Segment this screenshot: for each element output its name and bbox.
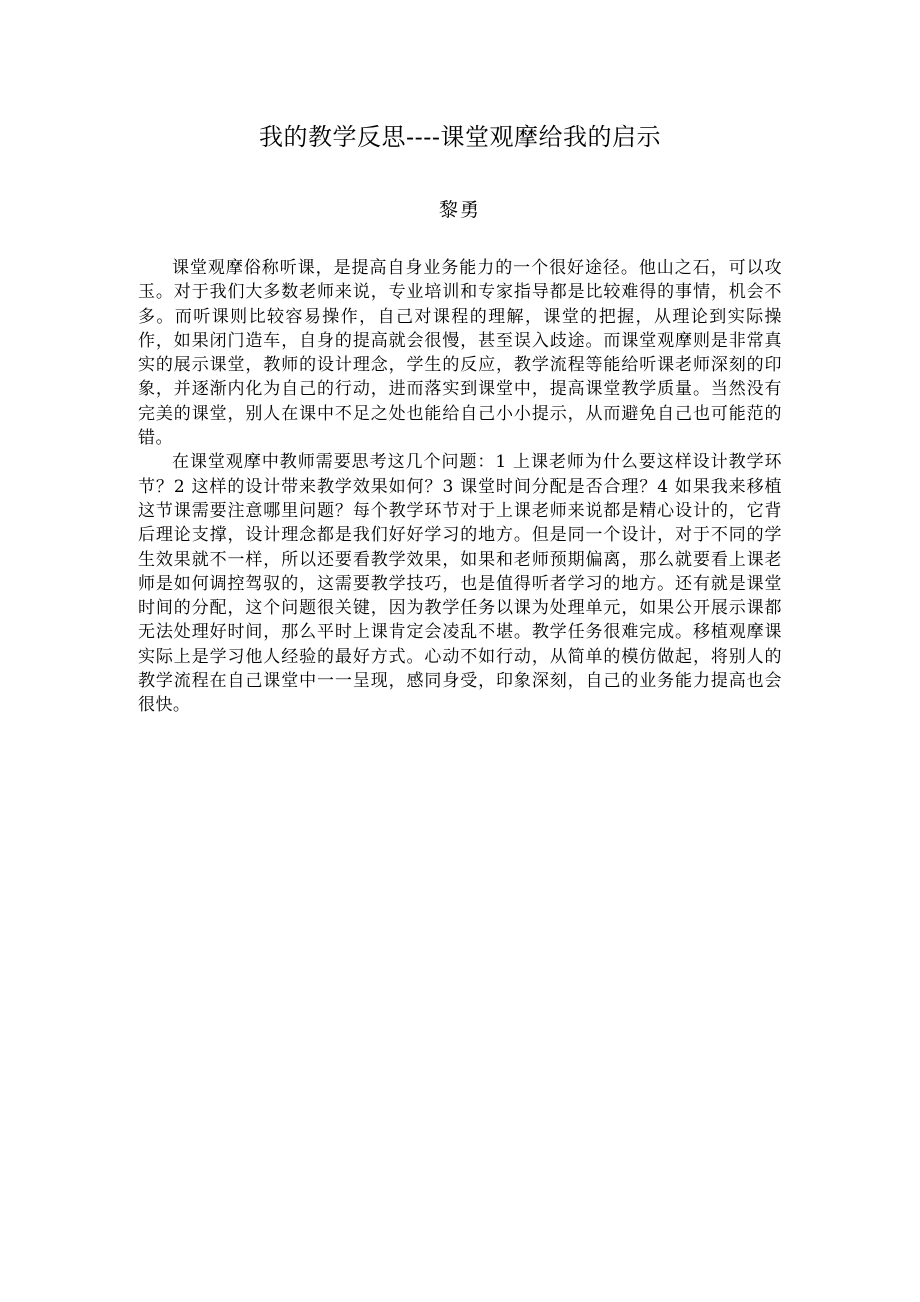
document-body <box>138 256 782 718</box>
paragraph-2: 在课堂观摩中教师需要思考这几个问题：1 上课老师为什么要这样设计教学环节？2 这样的设计带来教学效果如何？3 课堂时间分配是否合理？4 如果我来移植这节课需要注意哪里问题？每个教学环节对于上课老师来说都是精心设计的，它背后理论支撑，设计理念都是我们好好学习的地方。但是同一个设计，对于不同的学生效果就不一样，所以还要看教学效果，如果和老师预期偏离，那么就要看上课老师是如何调控驾驭的，这需要教学技巧，也是值得听者学习的地方。还有就是课堂时间的分配，这个问题很关键，因为教学任务以课为处理单元，如果公开展示课都无法处理好时间，那么平时上课肯定会凌乱不堪。教学任务很难完成。移植观摩课实际上是学习他人经验的最好方式。心动不如行动，从简单的模仿做起，将别人的教学流程在自己课堂中一一呈现，感同身受，印象深刻，自己的业务能力提高也会很快。 <box>138 452 782 716</box>
paragraph-1: 课堂观摩俗称听课，是提高自身业务能力的一个很好途径。他山之石，可以攻玉。对于我们大多数老师来说，专业培训和专家指导都是比较难得的事情，机会不多。而听课则比较容易操作，自己对课程的理解，课堂的把握，从理论到实际操作，如果闭门造车，自身的提高就会很慢，甚至误入歧途。而课堂观摩则是非常真实的展示课堂，教师的设计理念，学生的反应，教学流程等能给听课老师深刻的印象，并逐渐内化为自己的行动，进而落实到课堂中，提高课堂教学质量。当然没有完美的课堂，别人在课中不足之处也能给自己小小提示，从而避免自己也可能范的错。 <box>138 258 782 449</box>
author-name: 黎勇 <box>438 199 481 221</box>
document-title: 我的教学反思----课堂观摩给我的启示 <box>259 123 661 151</box>
